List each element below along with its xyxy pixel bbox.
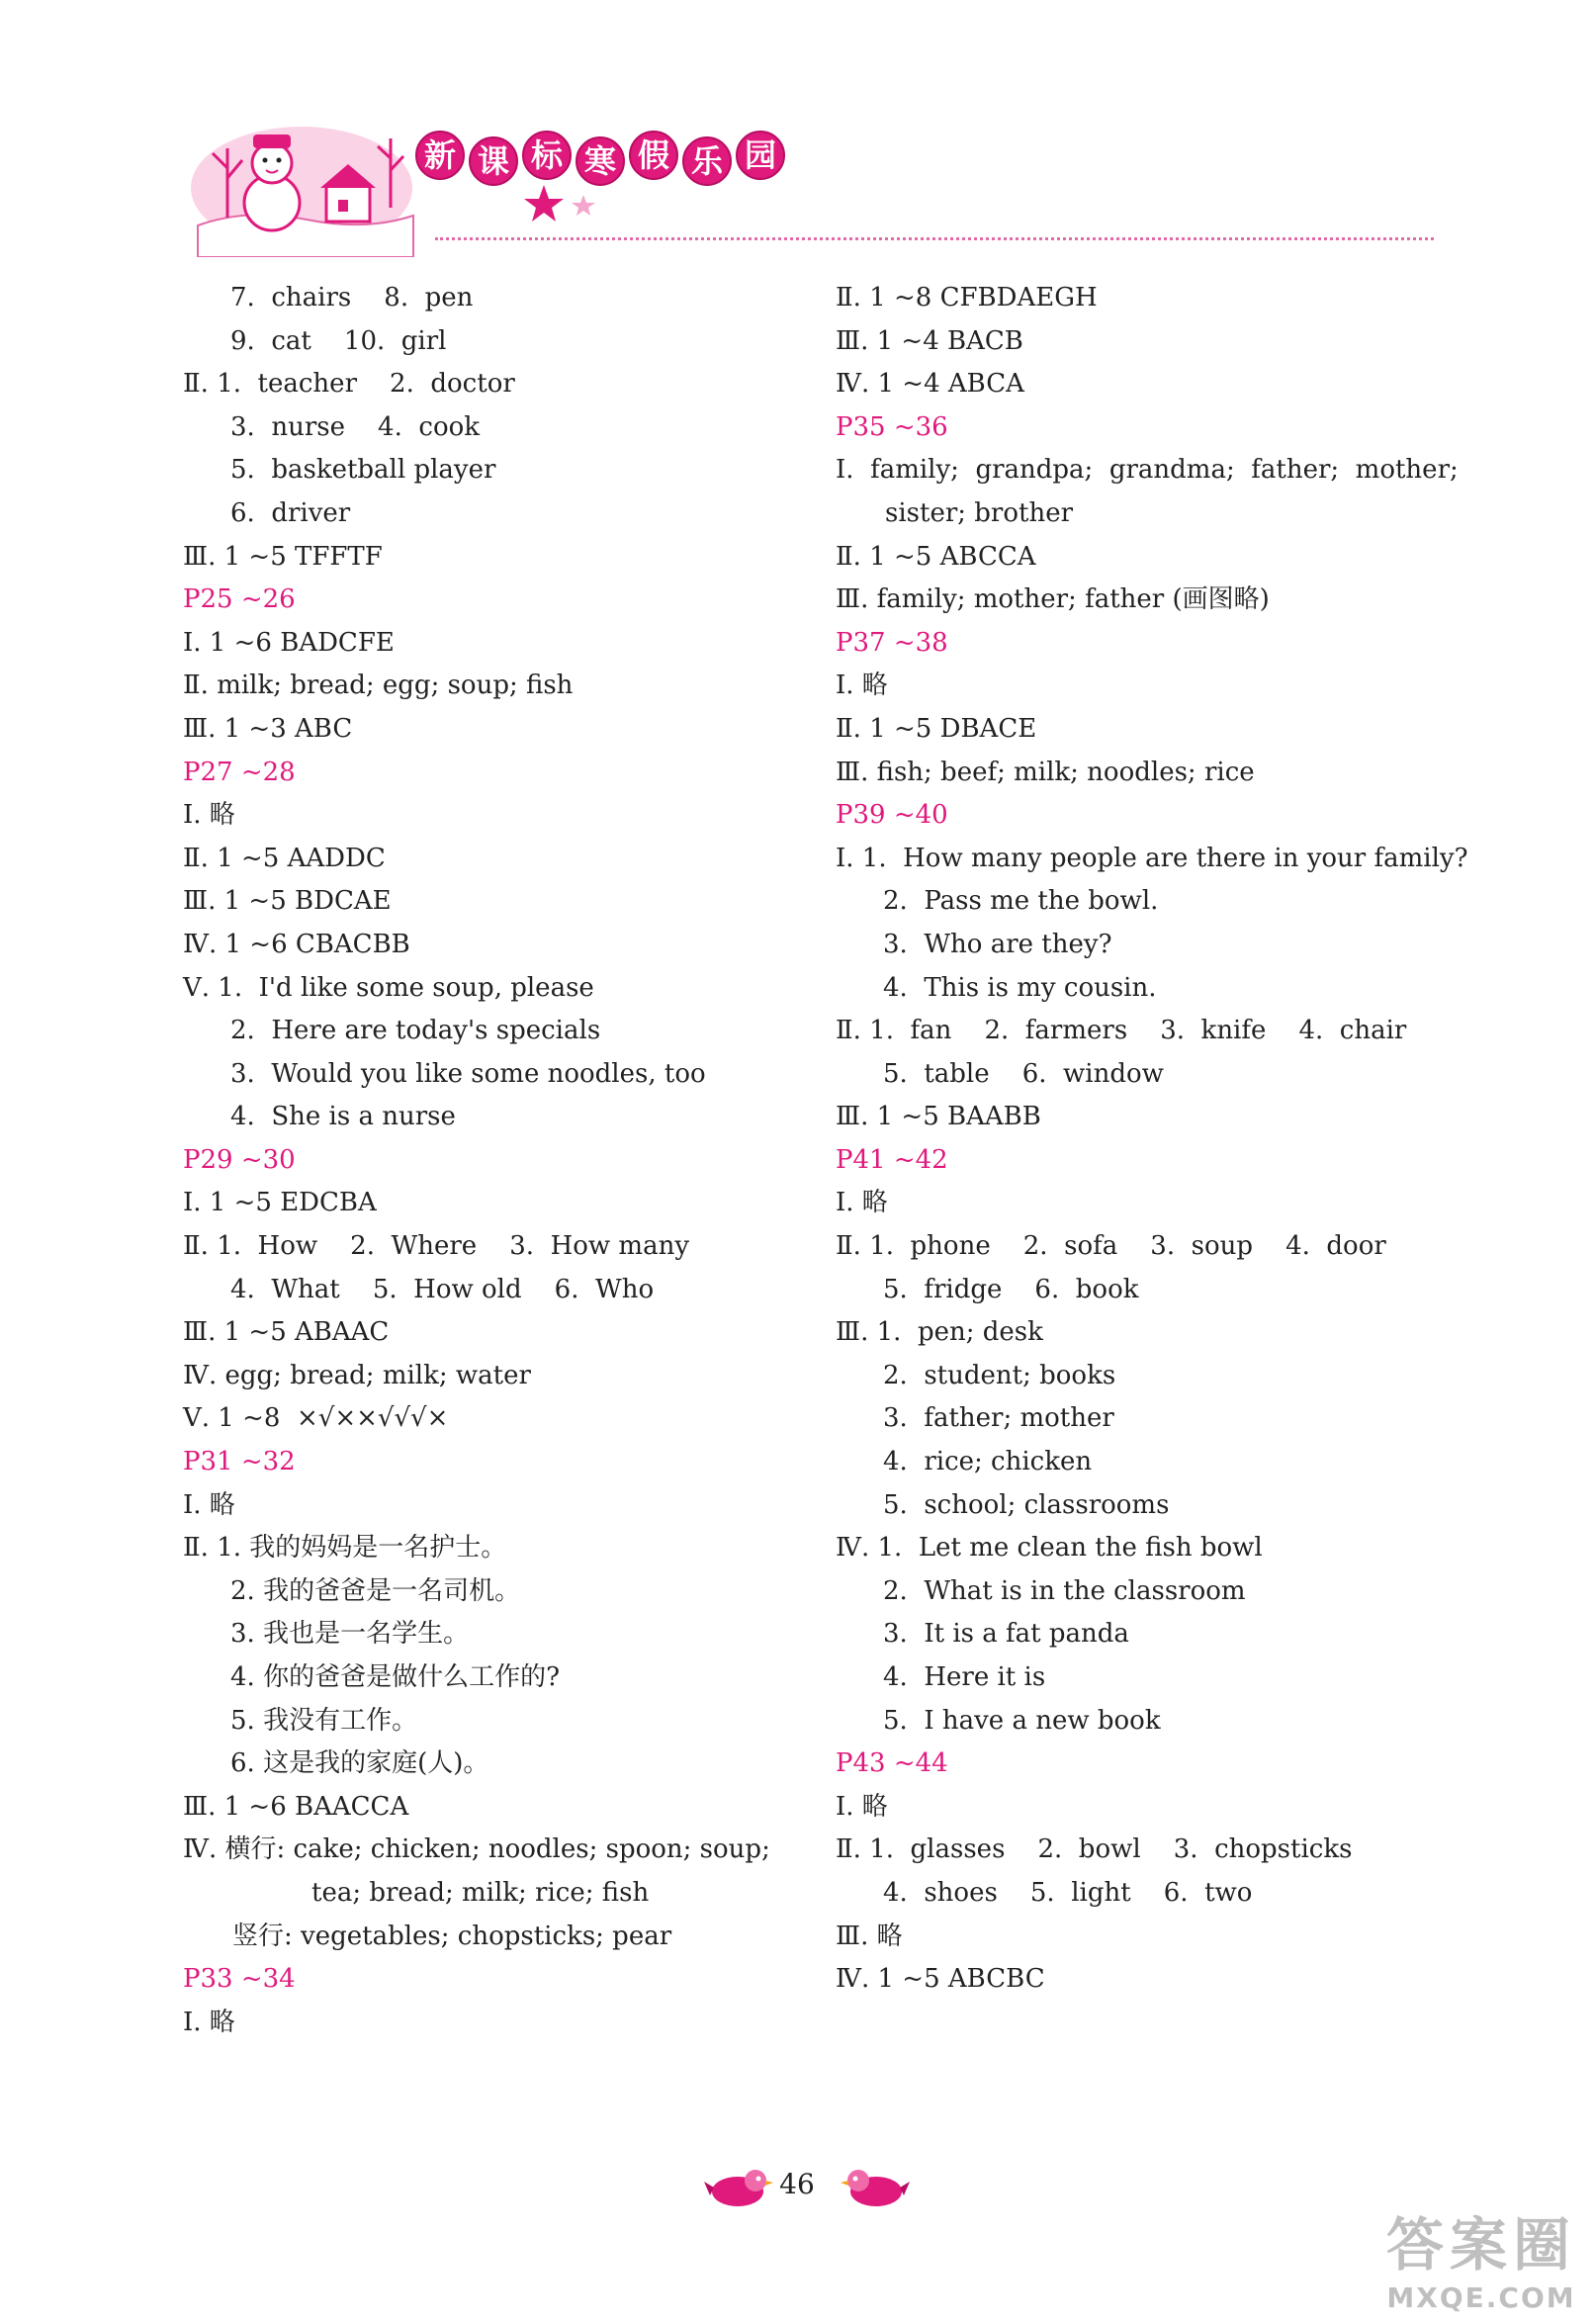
- answer-subline: 5. fridge 6. book: [883, 1274, 1139, 1304]
- answer-subline: 3. 我也是一名学生。: [230, 1619, 470, 1650]
- answer-subline: 4. She is a nurse: [230, 1102, 456, 1132]
- header-title-char: 课: [469, 136, 518, 186]
- answer-line: Ⅲ. 略: [836, 1921, 903, 1951]
- answer-subline: 5. table 6. window: [883, 1058, 1164, 1089]
- answer-line: Ⅱ. 1. glasses 2. bowl 3. chopsticks: [836, 1834, 1353, 1865]
- answer-line: Ⅳ. 1. Let me clean the fish bowl: [836, 1533, 1263, 1564]
- answer-subline: 4. This is my cousin.: [883, 972, 1157, 1003]
- answer-subline: 3. nurse 4. cook: [230, 411, 481, 442]
- answer-line: Ⅱ. 1 ~5 DBACE: [836, 713, 1037, 744]
- answer-line: Ⅲ. 1 ~5 ABAAC: [183, 1317, 390, 1348]
- section-page-range: P33 ~34: [183, 1964, 296, 1995]
- answer-subline: 7. chairs 8. pen: [230, 283, 474, 313]
- section-page-range: P27 ~28: [183, 757, 296, 787]
- answer-subline: 6. 这是我的家庭(人)。: [230, 1748, 489, 1779]
- answer-line: Ⅱ. 1. 我的妈妈是一名护士。: [183, 1533, 507, 1564]
- answer-subline: 2. Pass me the bowl.: [883, 886, 1159, 917]
- header-dotted-divider: [435, 237, 1434, 240]
- section-page-range: P39 ~40: [836, 800, 948, 831]
- answer-line: Ⅱ. 1. How 2. Where 3. How many: [183, 1231, 690, 1262]
- answer-line: Ⅰ. 略: [183, 1489, 235, 1520]
- answer-subline: 3. father; mother: [883, 1403, 1114, 1434]
- answer-line: Ⅲ. 1 ~5 BAABB: [836, 1102, 1041, 1132]
- answer-continuation: 竖行: vegetables; chopsticks; pear: [232, 1921, 672, 1951]
- answer-subline: 2. student; books: [883, 1360, 1116, 1390]
- header-title-char: 乐: [682, 136, 732, 186]
- answer-subline: 4. 你的爸爸是做什么工作的?: [230, 1662, 561, 1692]
- answer-line: Ⅱ. 1 ~5 AADDC: [183, 843, 386, 873]
- answer-line: Ⅰ. 略: [183, 2007, 235, 2037]
- section-page-range: P37 ~38: [836, 627, 948, 658]
- answer-line: Ⅳ. 横行: cake; chicken; noodles; spoon; soup;: [183, 1834, 770, 1865]
- answer-line: Ⅳ. 1 ~4 ABCA: [836, 369, 1024, 400]
- answer-subline: 3. Would you like some noodles, too: [230, 1058, 706, 1089]
- answer-subline: 2. Here are today's specials: [230, 1016, 601, 1046]
- header-title-char: 标: [522, 131, 572, 180]
- header-title-char: 园: [736, 131, 785, 180]
- section-page-range: P25 ~26: [183, 584, 296, 615]
- header-title-char: 新: [415, 131, 465, 180]
- section-page-range: P29 ~30: [183, 1144, 296, 1175]
- answer-subline: 5. basketball player: [230, 455, 496, 486]
- answer-subline: 5. I have a new book: [883, 1705, 1161, 1736]
- answer-continuation: tea; bread; milk; rice; fish: [311, 1877, 650, 1908]
- answer-subline: 2. What is in the classroom: [883, 1575, 1246, 1606]
- watermark: [1386, 2198, 1576, 2314]
- header-title-char: 假: [629, 131, 678, 180]
- answer-line: Ⅱ. 1 ~5 ABCCA: [836, 541, 1036, 572]
- answer-column-left: [183, 277, 796, 2044]
- answer-line: Ⅱ. 1 ~8 CFBDAEGH: [836, 283, 1098, 313]
- answer-line: Ⅰ. 略: [836, 1791, 888, 1822]
- answer-subline: 3. It is a fat panda: [883, 1619, 1129, 1650]
- answer-line: Ⅱ. 1. teacher 2. doctor: [183, 369, 515, 400]
- answer-line: Ⅲ. 1 ~6 BAACCA: [183, 1791, 409, 1822]
- answer-line: Ⅲ. 1 ~5 TFFTF: [183, 541, 383, 572]
- answer-line: Ⅰ. 略: [836, 670, 888, 701]
- answer-line: Ⅲ. 1 ~3 ABC: [183, 713, 353, 744]
- answer-line: Ⅱ. 1. phone 2. sofa 3. soup 4. door: [836, 1231, 1386, 1262]
- answer-subline: 9. cat 10. girl: [230, 325, 447, 356]
- answer-continuation: sister; brother: [885, 497, 1074, 528]
- page-header: [188, 109, 1434, 257]
- answer-line: Ⅴ. 1. I'd like some soup, please: [183, 972, 594, 1003]
- answer-line: Ⅰ. 略: [836, 1188, 888, 1218]
- answer-line: Ⅱ. milk; bread; egg; soup; fish: [183, 670, 574, 701]
- answer-subline: 2. 我的爸爸是一名司机。: [230, 1575, 521, 1606]
- answer-subline: 6. driver: [230, 497, 351, 528]
- section-page-range: P41 ~42: [836, 1144, 948, 1175]
- header-title: [415, 136, 785, 186]
- answer-column-right: [836, 277, 1468, 2002]
- bird-right-icon: [841, 2166, 910, 2209]
- watermark-logo-text: 答案圈: [1385, 2211, 1576, 2279]
- page-number: 46: [779, 2168, 815, 2200]
- answer-subline: 4. shoes 5. light 6. two: [883, 1877, 1253, 1908]
- star-icon: [524, 183, 603, 223]
- answer-line: Ⅳ. 1 ~6 CBACBB: [183, 929, 410, 959]
- answer-line: Ⅴ. 1 ~8 ×√××√√√×: [183, 1403, 449, 1434]
- answer-line: Ⅲ. fish; beef; milk; noodles; rice: [836, 757, 1255, 787]
- section-page-range: P43 ~44: [836, 1748, 948, 1779]
- answer-line: Ⅰ. family; grandpa; grandma; father; mother;: [836, 455, 1459, 486]
- answer-line: Ⅳ. 1 ~5 ABCBC: [836, 1964, 1045, 1995]
- answer-line: Ⅳ. egg; bread; milk; water: [183, 1360, 531, 1390]
- watermark-url: MXQE.COM: [1386, 2281, 1576, 2314]
- answer-line: Ⅰ. 1. How many people are there in your family?: [836, 843, 1468, 873]
- answer-subline: 3. Who are they?: [883, 929, 1112, 959]
- answer-line: Ⅲ. 1. pen; desk: [836, 1317, 1043, 1348]
- header-title-char: 寒: [576, 136, 625, 186]
- section-page-range: P31 ~32: [183, 1447, 296, 1477]
- answer-line: Ⅲ. 1 ~5 BDCAE: [183, 886, 392, 917]
- section-page-range: P35 ~36: [836, 411, 948, 442]
- answer-line: Ⅰ. 1 ~5 EDCBA: [183, 1188, 377, 1218]
- answer-subline: 5. school; classrooms: [883, 1489, 1170, 1520]
- answer-subline: 4. What 5. How old 6. Who: [230, 1274, 655, 1304]
- snowman-winter-scene-icon: [188, 109, 415, 257]
- answer-subline: 4. Here it is: [883, 1662, 1046, 1692]
- answer-line: Ⅲ. family; mother; father (画图略): [836, 584, 1270, 615]
- answer-subline: 4. rice; chicken: [883, 1447, 1093, 1477]
- answer-line: Ⅰ. 1 ~6 BADCFE: [183, 627, 395, 658]
- answer-subline: 5. 我没有工作。: [230, 1705, 418, 1736]
- answer-line: Ⅱ. 1. fan 2. farmers 3. knife 4. chair: [836, 1016, 1407, 1046]
- answer-line: Ⅲ. 1 ~4 BACB: [836, 325, 1023, 356]
- answer-line: Ⅰ. 略: [183, 800, 235, 831]
